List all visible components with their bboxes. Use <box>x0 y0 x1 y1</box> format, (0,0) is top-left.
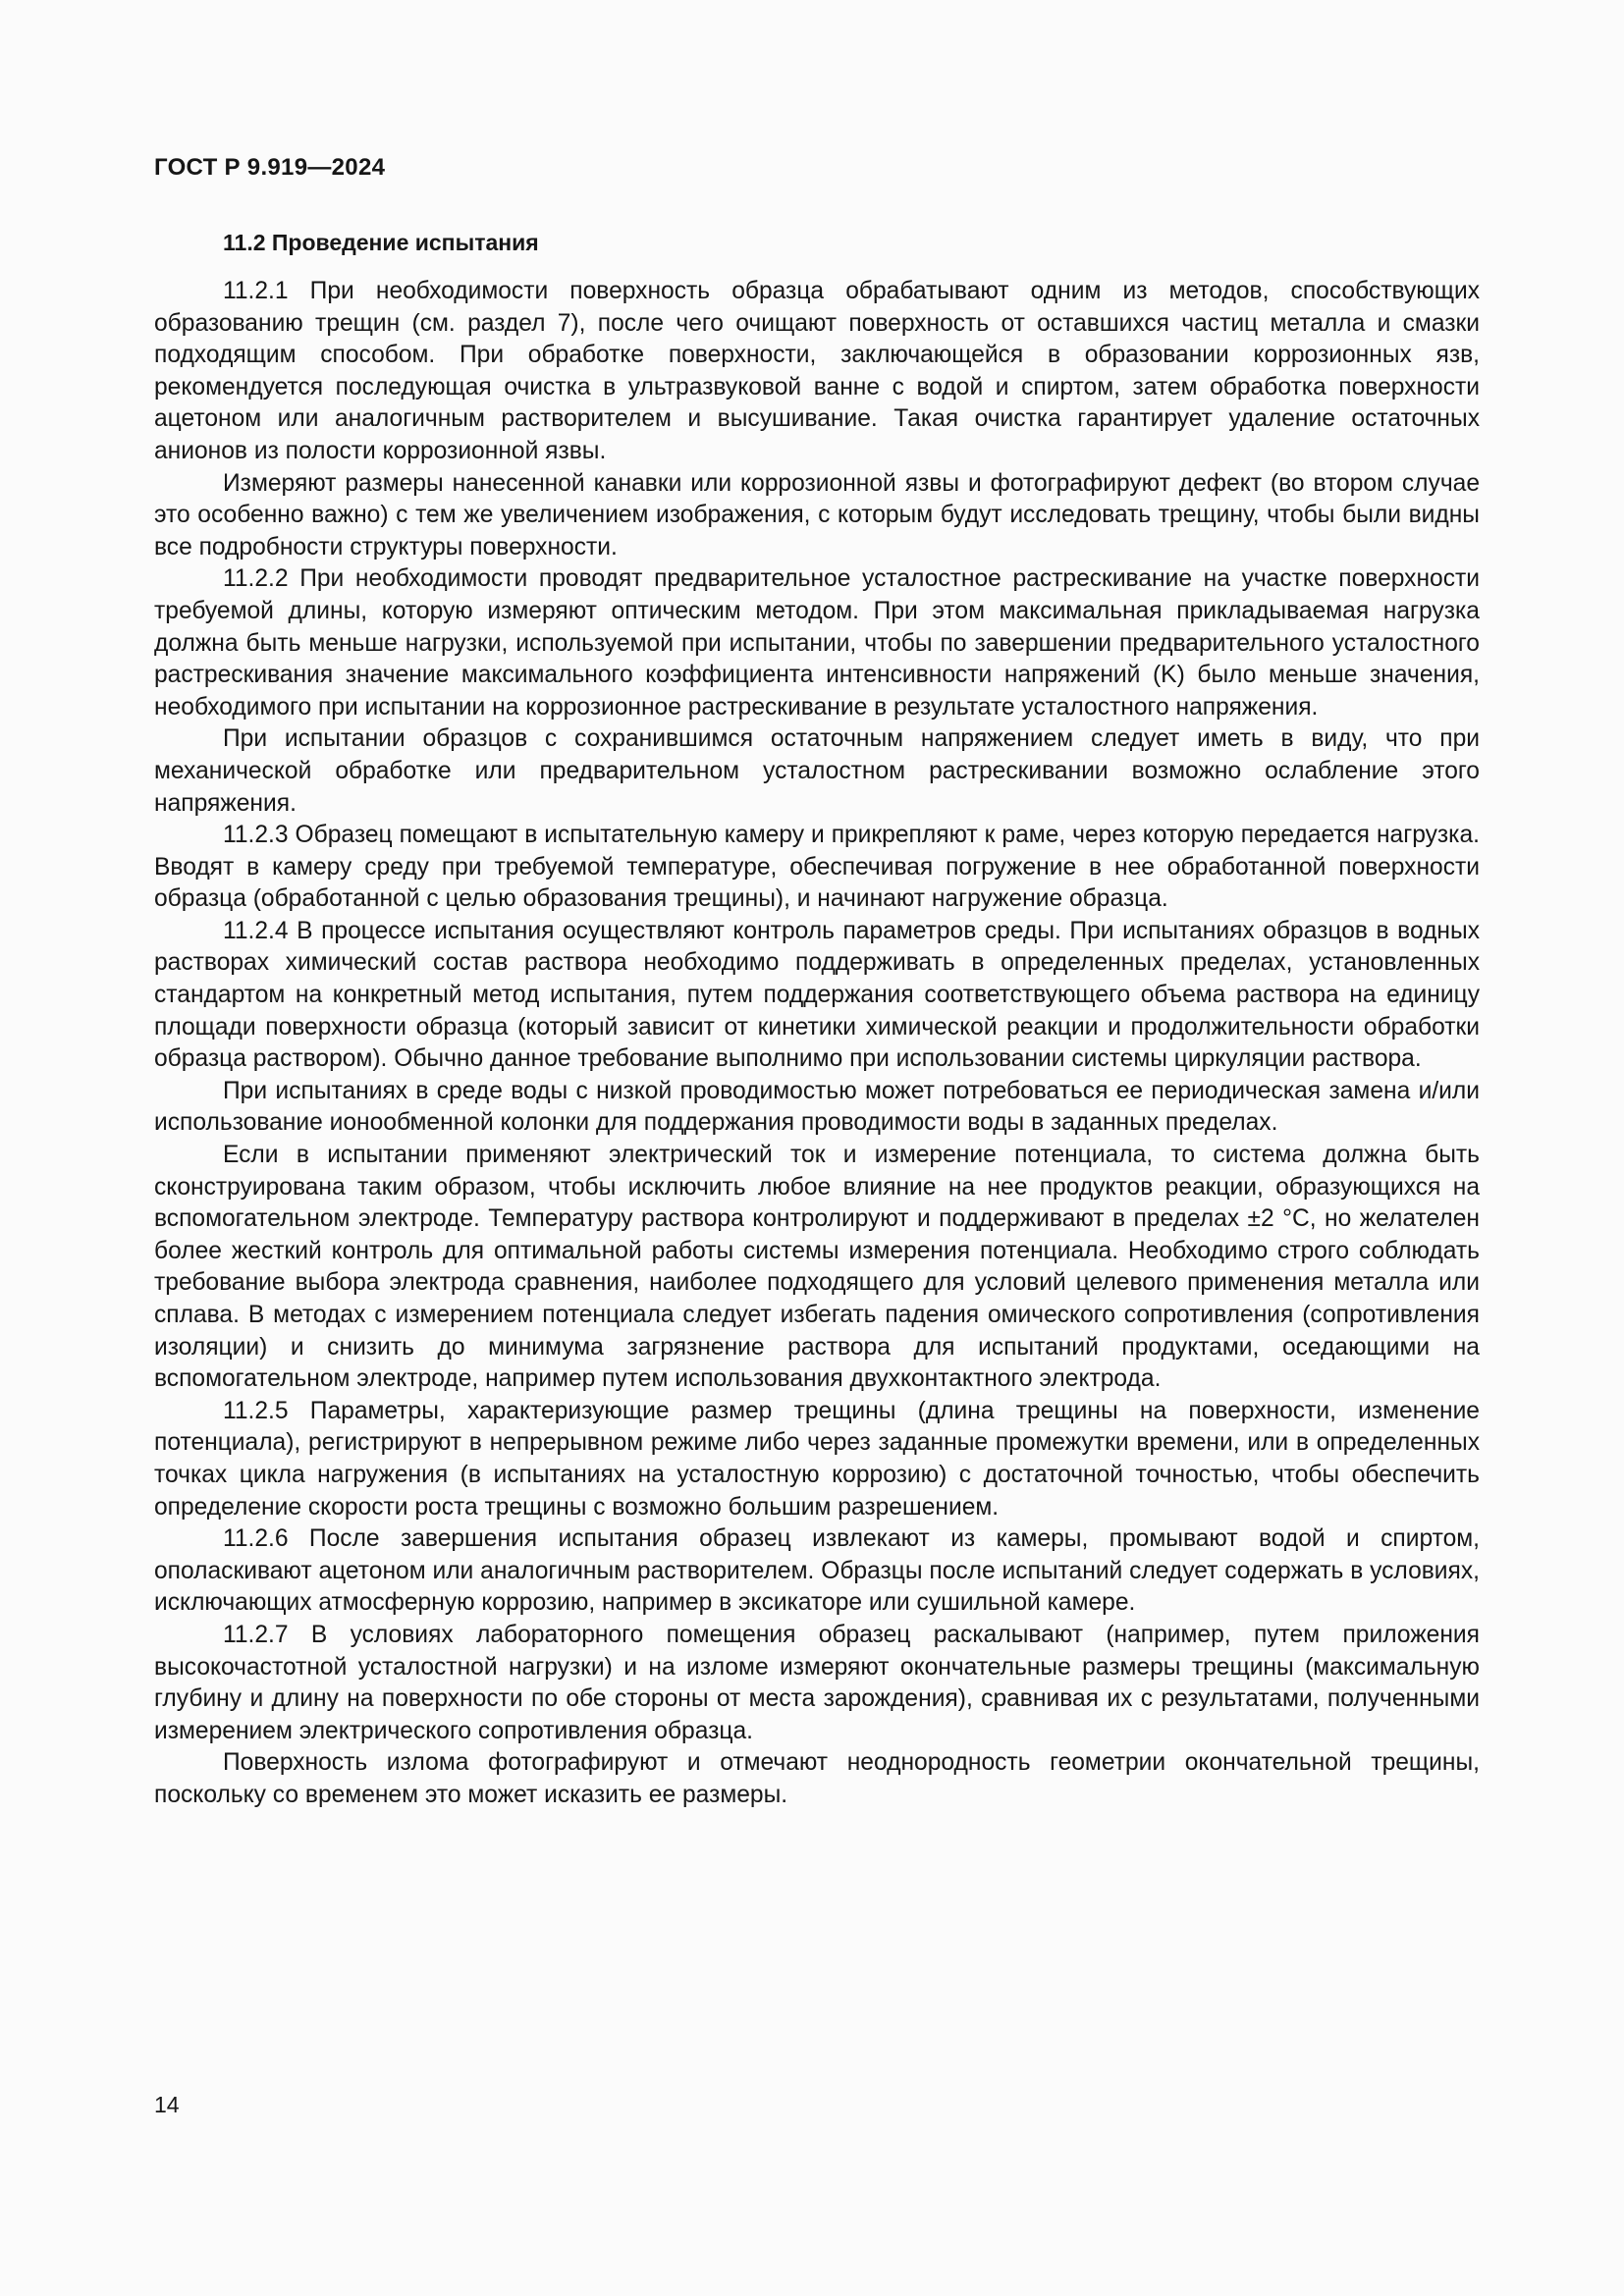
paragraph-low-conductivity-water: При испытаниях в среде воды с низкой проводимостью может потребоваться ее периодическая замена и/или использование ионообменной колонки для поддержания проводимости воды в заданных пределах. <box>154 1077 1480 1137</box>
document-body <box>154 228 1480 1812</box>
paragraph-residual-stress: При испытании образцов с сохранившимся остаточным напряжением следует иметь в виду, что при механической обработке или предварительном усталостном растрескивании возможно ослабление этого напряжения. <box>154 725 1480 817</box>
standard-id-header: ГОСТ Р 9.919—2024 <box>154 154 386 181</box>
paragraph-electric-current: Если в испытании применяют электрический ток и измерение потенциала, то система должна быть сконструирована таким образом, чтобы исключить любое влияние на нее продуктов реакции, образующихся на вспомогательном электроде. Температуру раствора контролируют и поддерживают в пределах ±2 °С, но желателен более жесткий контроль для оптимальной работы системы измерения потенциала. Необходимо строго соблюдать требование выбора электрода сравнения, наиболее подходящего для условий целевого применения металла или сплава. В методах с измерением потенциала следует избегать падения омического сопротивления (сопротивления изоляции) и снизить до минимума загрязнение раствора для испытаний продуктами, оседающими на вспомогательном электроде, например путем использования двухконтактного электрода. <box>154 1142 1480 1393</box>
paragraph-11-2-3: 11.2.3 Образец помещают в испытательную камеру и прикрепляют к раме, через которую передается нагрузка. Вводят в камеру среду при требуемой температуре, обеспечивая погружение в нее обработанной поверхности образца (обработанной с целью образования трещины), и начинают нагружение образца. <box>154 822 1480 913</box>
paragraph-11-2-1: 11.2.1 При необходимости поверхность образца обрабатывают одним из методов, способствующих образованию трещин (см. раздел 7), после чего очищают поверхность от оставшихся частиц металла и смазки подходящим способом. При обработке поверхности, заключающейся в образовании коррозионных язв, рекомендуется последующая очистка в ультразвуковой ванне с водой и спиртом, затем обработка поверхности ацетоном или аналогичным растворителем и высушивание. Такая очистка гарантирует удаление остаточных анионов из полости коррозионной язвы. <box>154 278 1480 464</box>
section-title: 11.2 Проведение испытания <box>223 230 539 255</box>
paragraph-11-2-4: 11.2.4 В процессе испытания осуществляют контроль параметров среды. При испытаниях образцов в водных растворах химический состав раствора необходимо поддерживать в определенных пределах, установленных стандартом на конкретный метод испытания, путем поддержания соответствующего объема раствора на единицу площади поверхности образца (который зависит от кинетики химической реакции и продолжительности обработки образца раствором). Обычно данное требование выполнимо при использовании системы циркуляции раствора. <box>154 917 1480 1073</box>
paragraph-defect-measurement: Измеряют размеры нанесенной канавки или коррозионной язвы и фотографируют дефект (во втором случае это особенно важно) с тем же увеличением изображения, с которым будут исследовать трещину, чтобы были видны все подробности структуры поверхности. <box>154 469 1480 561</box>
paragraph-11-2-6: 11.2.6 После завершения испытания образец извлекают из камеры, промывают водой и спиртом, ополаскивают ацетоном или аналогичным растворителем. Образцы после испытаний следует содержать в условиях, исключающих атмосферную коррозию, например в эксикаторе или сушильной камере. <box>154 1525 1480 1617</box>
paragraph-fracture-surface: Поверхность излома фотографируют и отмечают неоднородность геометрии окончательной трещины, поскольку со временем это может исказить ее размеры. <box>154 1749 1480 1808</box>
page-number: 14 <box>154 2092 180 2117</box>
paragraph-11-2-5: 11.2.5 Параметры, характеризующие размер трещины (длина трещины на поверхности, изменение потенциала), регистрируют в непрерывном режиме либо через заданные промежутки времени, или в определенных точках цикла нагружения (в испытаниях на усталостную коррозию) с достаточной точностью, чтобы обеспечить определение скорости роста трещины с возможно большим разрешением. <box>154 1397 1480 1521</box>
paragraph-11-2-7: 11.2.7 В условиях лабораторного помещения образец раскалывают (например, путем приложения высокочастотной усталостной нагрузки) и на изломе измеряют окончательные размеры трещины (максимальную глубину и длину на поверхности по обе стороны от места зарождения), сравнивая их с результатами, полученными измерением электрического сопротивления образца. <box>154 1621 1480 1744</box>
paragraph-11-2-2: 11.2.2 При необходимости проводят предварительное усталостное растрескивание на участке поверхности требуемой длины, которую измеряют оптическим методом. При этом максимальная прикладываемая нагрузка должна быть меньше нагрузки, используемой при испытании, чтобы по завершении предварительного усталостного растрескивания значение максимального коэффициента интенсивности напряжений (K) было меньше значения, необходимого при испытании на коррозионное растрескивание в результате усталостного напряжения. <box>154 565 1480 721</box>
